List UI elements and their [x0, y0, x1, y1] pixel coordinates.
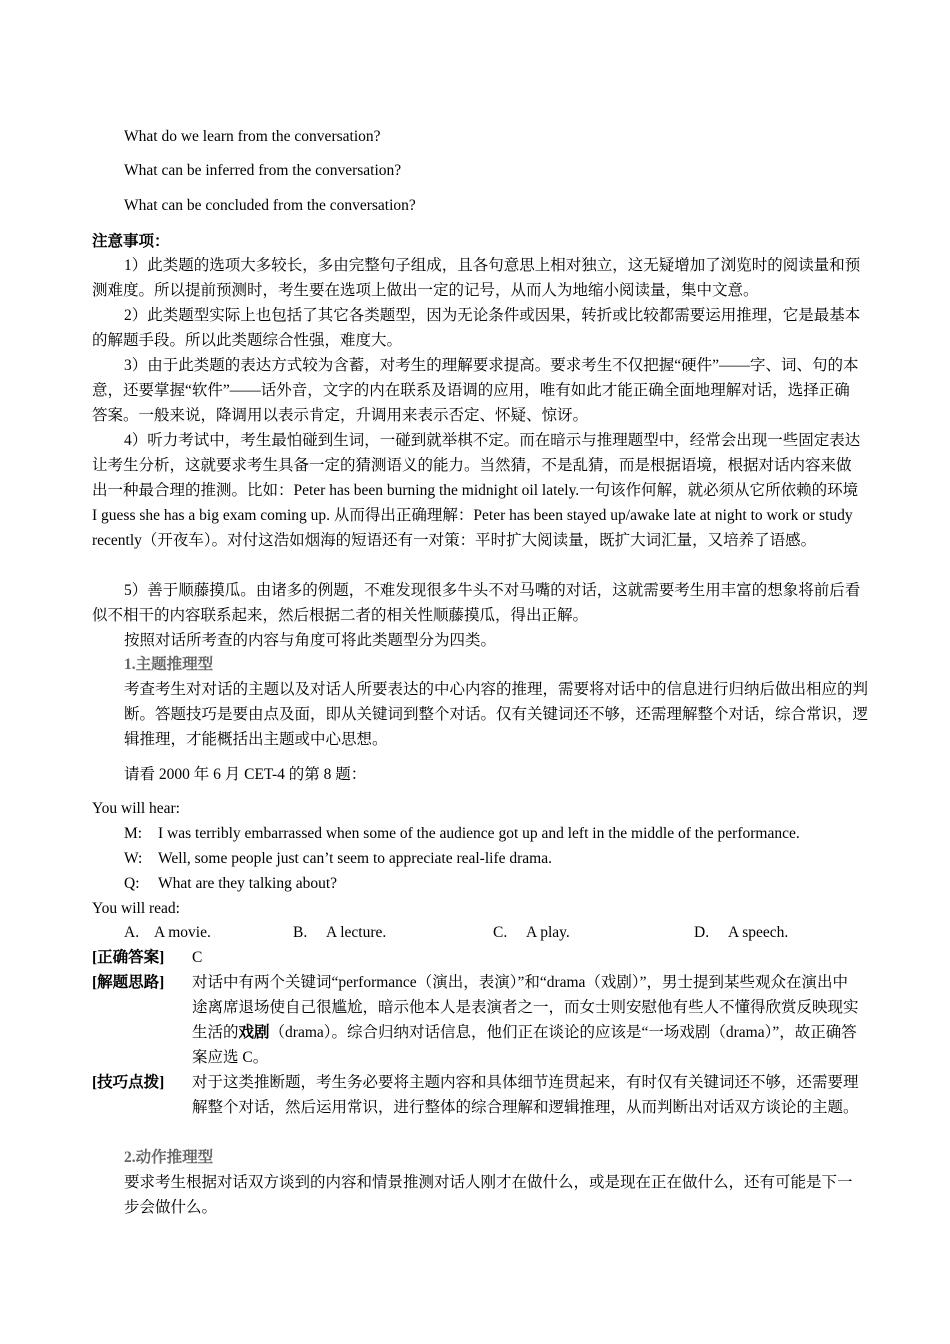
note-paragraph-1: 1）此类题的选项大多较长，多由完整句子组成，且各句意思上相对独立，这无疑增加了浏览时的阅读量和预测难度。所以提前预测时，考生要在选项上做出一定的记号，从而人为地缩小阅读量，集中文意。 — [92, 257, 861, 299]
option-text: A speech. — [728, 924, 789, 941]
section-1-description: 考查考生对对话的主题以及对话人所要表达的中心内容的推理，需要将对话中的信息进行归纳后做出相应的判断。答题技巧是要由点及面，即从关键词到整个对话。仅有关键词还不够，还需理解整个对话，综合常识，逻辑推理，才能概括出主题或中心思想。 — [124, 681, 869, 748]
notes-heading: 注意事项： — [92, 233, 170, 250]
dialogue-text: Well, some people just can’t seem to appreciate real-life drama. — [158, 850, 552, 867]
speaker-label: W: — [124, 850, 143, 867]
option-letter: A. — [124, 924, 140, 941]
example-intro: 请看 2000 年 6 月 CET-4 的第 8 题： — [124, 766, 367, 783]
analysis-text — [192, 970, 862, 1070]
option-text: A play. — [526, 924, 570, 941]
section-1-title: 1.主题推理型 — [124, 656, 214, 673]
answer-label: [正确答案] — [92, 949, 165, 966]
tips-label: [技巧点拨] — [92, 1074, 165, 1091]
section-2-description: 要求考生根据对话双方谈到的内容和情景推测对话人刚才在做什么，或是现在正在做什么，还有可能是下一步会做什么。 — [124, 1174, 853, 1216]
note-paragraph-5: 5）善于顺藤摸瓜。由诸多的例题，不难发现很多牛头不对马嘴的对话，这就需要考生用丰富的想象将前后看似不相干的内容联系起来，然后根据二者的相关性顺藤摸瓜，得出正解。 — [92, 582, 861, 624]
dialogue-line-m — [124, 821, 800, 846]
question-line-1: What do we learn from the conversation? — [124, 128, 381, 145]
option-text: A lecture. — [326, 924, 387, 941]
option-b — [293, 920, 386, 945]
dialogue-text: What are they talking about? — [158, 875, 338, 892]
analysis-text-part: （drama）。综合归纳对话信息，他们正在谈论的应该是“一场戏剧（drama）”，故正确答案应选 C。 — [192, 1024, 857, 1066]
dialogue-text: I was terribly embarrassed when some of the audience got up and left in the middle of the performance. — [158, 825, 800, 842]
option-letter: B. — [293, 924, 308, 941]
option-c — [493, 920, 570, 945]
analysis-keyword: 戏剧 — [238, 1024, 270, 1041]
dialogue-line-w — [124, 846, 552, 871]
speaker-label: Q: — [124, 875, 140, 892]
tips-text: 对于这类推断题，考生务必要将主题内容和具体细节连贯起来，有时仅有关键词还不够，还需要理解整个对话，然后运用常识，进行整体的综合理解和逻辑推理，从而判断出对话双方谈论的主题。 — [192, 1074, 859, 1116]
analysis-label: [解题思路] — [92, 974, 165, 991]
note-paragraph-2: 2）此类题型实际上也包括了其它各类题型，因为无论条件或因果，转折或比较都需要运用推理，它是最基本的解题手段。所以此类题综合性强，难度大。 — [92, 307, 861, 349]
option-letter: C. — [493, 924, 508, 941]
option-d — [694, 920, 788, 945]
answer-value: C — [192, 949, 203, 966]
you-will-hear-label: You will hear: — [92, 800, 180, 817]
section-2-title: 2.动作推理型 — [124, 1149, 214, 1166]
intro-text: 按照对话所考查的内容与角度可将此类题型分为四类。 — [124, 632, 497, 649]
speaker-label: M: — [124, 825, 143, 842]
dialogue-line-q — [124, 871, 337, 896]
note-paragraph-3: 3）由于此类题的表达方式较为含蓄，对考生的理解要求提高。要求考生不仅把握“硬件”——字、词、句的本意，还要掌握“软件”——话外音，文字的内在联系及语调的应用，唯有如此才能正确全面地理解对话，选择正确答案。一般来说，降调用以表示肯定，升调用来表示否定、怀疑、惊讶。 — [92, 357, 859, 424]
option-a — [124, 920, 211, 945]
option-text: A movie. — [154, 924, 211, 941]
question-line-2: What can be inferred from the conversation? — [124, 162, 402, 179]
analysis-text-part: 对话中有两个关键词“performance（演出，表演）”和“drama（戏剧）”，男士提到某些观众在演出中途离席退场使自己很尴尬，暗示他本人是表演者之一，而女士则安慰他有些人不懂得欣赏反映现实生活的 — [192, 974, 859, 1041]
you-will-read-label: You will read: — [92, 900, 180, 917]
option-letter: D. — [694, 924, 710, 941]
question-line-3: What can be concluded from the conversation? — [124, 197, 416, 214]
note-paragraph-4: 4）听力考试中，考生最怕碰到生词，一碰到就举棋不定。而在暗示与推理题型中，经常会出现一些固定表达让考生分析，这就要求考生具备一定的猜测语义的能力。当然猜，不是乱猜，而是根据语境，根据对话内容来做出一种最合理的推测。比如：Peter has been burning the midnight oil lately.一句该作何解，就必须从它所依赖的环境 I guess she has a big exam coming up. 从而得出正确理解：Peter has been stayed up/awake late at night to work or study recently（开夜车）。对付这浩如烟海的短语还有一对策：平时扩大阅读量，既扩大词汇量，又培养了语感。 — [92, 432, 861, 549]
